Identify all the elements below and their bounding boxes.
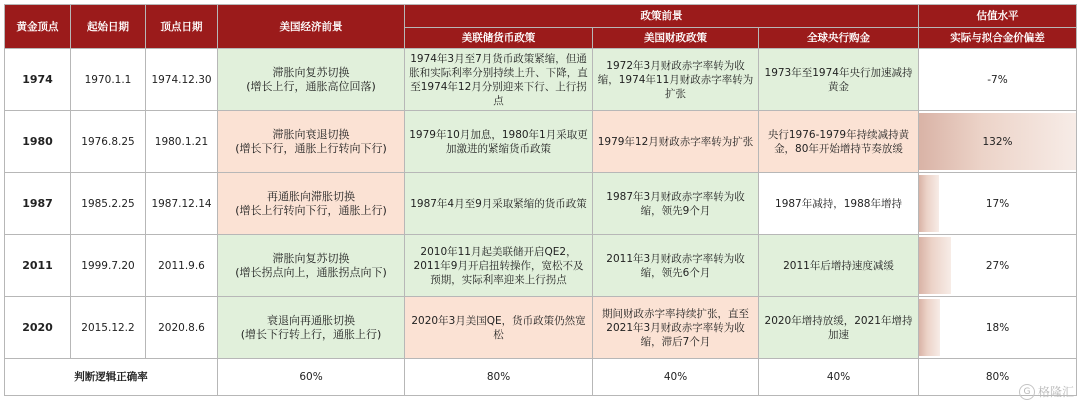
economy-title: 衰退向再通胀切换	[267, 313, 355, 327]
cell-deviation	[919, 173, 1077, 235]
cell-peak-year: 1987	[5, 173, 71, 235]
cell-cb-gold-buying: 2020年增持放缓，2021年增持加速	[759, 297, 919, 359]
header-cb-buy: 全球央行购金	[759, 28, 919, 49]
cell-fed-policy: 2020年3月美国QE，货币政策仍然宽松	[405, 297, 593, 359]
summary-fiscal-accuracy: 40%	[593, 359, 759, 396]
table-row	[5, 111, 1077, 173]
cell-start-date: 1976.8.25	[71, 111, 146, 173]
economy-subtitle: (增长上行，通胀高位回落)	[246, 79, 376, 93]
cell-peak-date: 2020.8.6	[146, 297, 218, 359]
summary-cb-accuracy: 40%	[759, 359, 919, 396]
cell-peak-year: 1974	[5, 49, 71, 111]
economy-subtitle: (增长下行转上行，通胀上行)	[240, 327, 382, 341]
header-fed: 美联储货币政策	[405, 28, 593, 49]
summary-deviation-accuracy: 80%	[919, 359, 1077, 396]
cell-economy	[218, 111, 405, 173]
deviation-bar	[919, 299, 940, 356]
cell-peak-date: 1980.1.21	[146, 111, 218, 173]
cell-deviation	[919, 111, 1077, 173]
economy-subtitle: (增长拐点向上，通胀拐点向下)	[235, 265, 387, 279]
cell-fiscal-policy: 1972年3月财政赤字率转为收缩，1974年11月财政赤字率转为扩张	[593, 49, 759, 111]
cell-peak-year: 2011	[5, 235, 71, 297]
deviation-value: 132%	[982, 135, 1013, 148]
cell-cb-gold-buying: 1973年至1974年央行加速减持黄金	[759, 49, 919, 111]
cell-deviation	[919, 49, 1077, 111]
header-deviation: 实际与拟合金价偏差	[919, 28, 1077, 49]
table-row	[5, 297, 1077, 359]
deviation-bar	[919, 237, 951, 294]
gold-peak-analysis-table	[4, 4, 1077, 396]
summary-row	[5, 359, 1077, 396]
economy-subtitle: (增长下行，通胀上行转向下行)	[235, 141, 387, 155]
deviation-value: 17%	[985, 197, 1010, 210]
economy-subtitle: (增长上行转向下行，通胀上行)	[235, 203, 387, 217]
cell-peak-date: 1987.12.14	[146, 173, 218, 235]
cell-deviation	[919, 235, 1077, 297]
cell-peak-date: 1974.12.30	[146, 49, 218, 111]
header-valuation-group: 估值水平	[919, 5, 1077, 28]
cell-economy	[218, 49, 405, 111]
economy-title: 滞胀向复苏切换	[272, 251, 350, 265]
cell-economy	[218, 235, 405, 297]
cell-economy	[218, 173, 405, 235]
table-row	[5, 235, 1077, 297]
cell-peak-date: 2011.9.6	[146, 235, 218, 297]
watermark	[1019, 383, 1074, 401]
deviation-value: 27%	[985, 259, 1010, 272]
cell-cb-gold-buying: 央行1976-1979年持续减持黄金，80年开始增持节奏放缓	[759, 111, 919, 173]
cell-start-date: 1970.1.1	[71, 49, 146, 111]
cell-deviation	[919, 297, 1077, 359]
deviation-value: -7%	[987, 73, 1008, 86]
cell-fed-policy: 2010年11月起美联储开启QE2，2011年9月开启扭转操作，宽松不及预期，实际利率迎来上行拐点	[405, 235, 593, 297]
cell-start-date: 2015.12.2	[71, 297, 146, 359]
deviation-bar	[919, 175, 939, 232]
table-row	[5, 173, 1077, 235]
watermark-logo-icon: G	[1019, 384, 1035, 400]
cell-fiscal-policy: 期间财政赤字率持续扩张，直至2021年3月财政赤字率转为收缩，滞后7个月	[593, 297, 759, 359]
cell-peak-year: 2020	[5, 297, 71, 359]
economy-title: 滞胀向衰退切换	[272, 127, 350, 141]
watermark-text: 格隆汇	[1037, 384, 1074, 399]
cell-start-date: 1999.7.20	[71, 235, 146, 297]
summary-fed-accuracy: 80%	[405, 359, 593, 396]
cell-start-date: 1985.2.25	[71, 173, 146, 235]
cell-fed-policy: 1987年4月至9月采取紧缩的货币政策	[405, 173, 593, 235]
cell-fed-policy: 1974年3月至7月货币政策紧缩，但通胀和实际利率分别持续上升、下降，直至1974年12月分别迎来下行、上行拐点	[405, 49, 593, 111]
economy-title: 滞胀向复苏切换	[272, 65, 350, 79]
cell-fiscal-policy: 1987年3月财政赤字率转为收缩，领先9个月	[593, 173, 759, 235]
header-peak-date: 顶点日期	[146, 5, 218, 49]
cell-economy	[218, 297, 405, 359]
economy-title: 再通胀向滞胀切换	[267, 189, 355, 203]
cell-fiscal-policy: 2011年3月财政赤字率转为收缩，领先6个月	[593, 235, 759, 297]
deviation-value: 18%	[985, 321, 1010, 334]
cell-fed-policy: 1979年10月加息，1980年1月采取更加激进的紧缩货币政策	[405, 111, 593, 173]
cell-fiscal-policy: 1979年12月财政赤字率转为扩张	[593, 111, 759, 173]
header-start-date: 起始日期	[71, 5, 146, 49]
header-fiscal: 美国财政政策	[593, 28, 759, 49]
summary-label: 判断逻辑正确率	[5, 359, 218, 396]
header-economy: 美国经济前景	[218, 5, 405, 49]
summary-econ-accuracy: 60%	[218, 359, 405, 396]
header-peak: 黄金顶点	[5, 5, 71, 49]
header-policy-group: 政策前景	[405, 5, 919, 28]
cell-cb-gold-buying: 2011年后增持速度减缓	[759, 235, 919, 297]
cell-cb-gold-buying: 1987年减持，1988年增持	[759, 173, 919, 235]
cell-peak-year: 1980	[5, 111, 71, 173]
table-row	[5, 49, 1077, 111]
